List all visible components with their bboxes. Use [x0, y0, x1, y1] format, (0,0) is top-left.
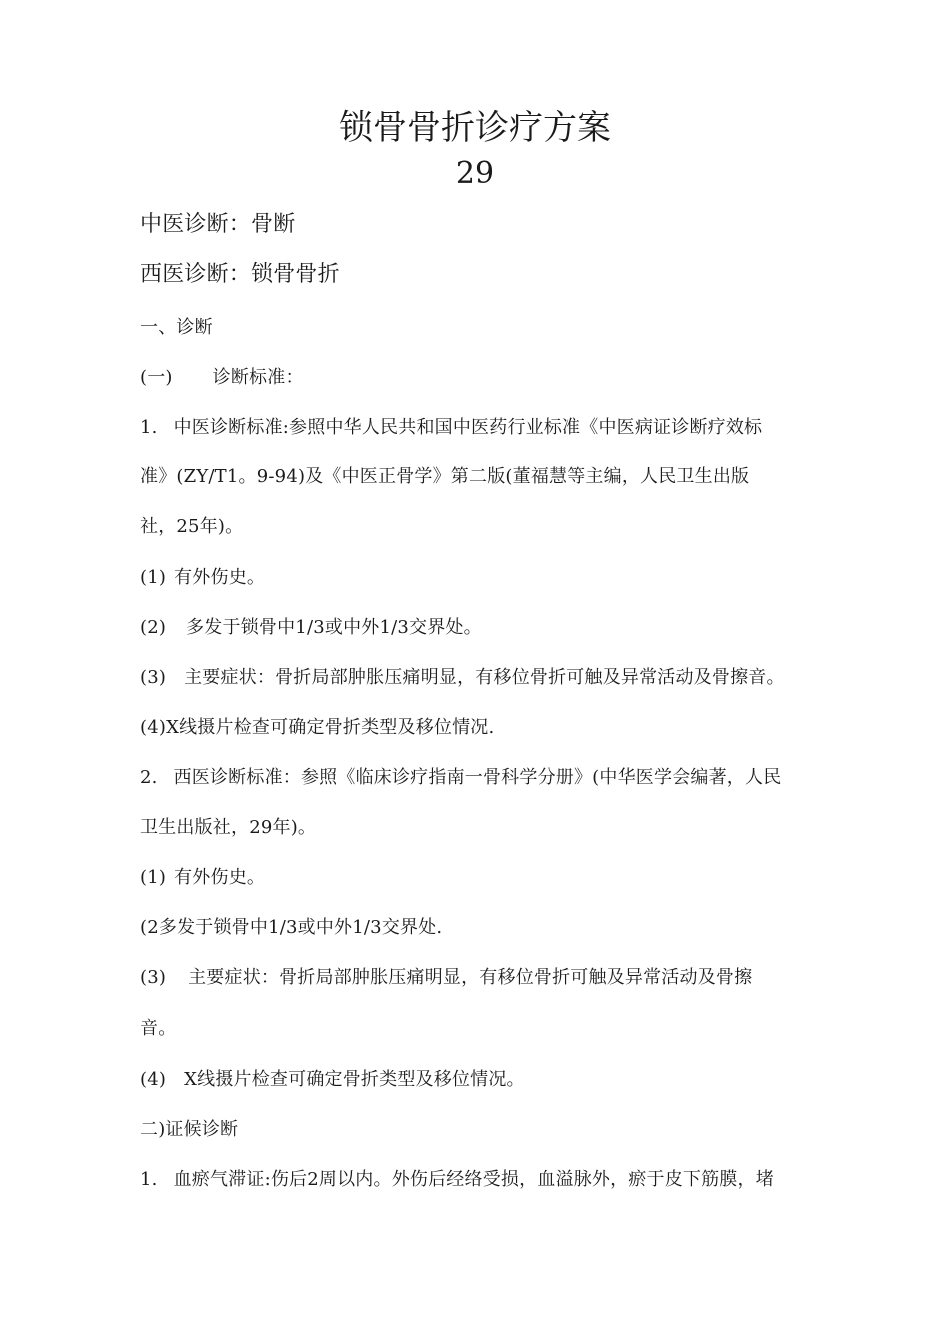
item-text: X线摄片检查可确定骨折类型及移位情况。	[184, 1069, 525, 1090]
paragraph-tcm-criteria	[140, 416, 762, 440]
item-text: 主要症状：骨折局部肿胀压痛明显，有移位骨折可触及异常活动及骨擦音。	[184, 667, 785, 688]
subsection-criteria	[140, 366, 304, 390]
item-number: (1)	[140, 567, 167, 588]
item-number: (3)	[140, 967, 167, 988]
section-heading-syndrome: 二)证候诊断	[140, 1119, 239, 1140]
item-number: (1)	[140, 867, 167, 888]
subsection-number: (一)	[140, 367, 173, 388]
section-heading-diagnosis: 一、诊断	[140, 317, 213, 338]
item-text: 中医诊断标准:参照中华人民共和国中医药行业标准《中医病证诊断疗效标	[173, 417, 763, 438]
item-text: 主要症状：骨折局部肿胀压痛明显，有移位骨折可触及异常活动及骨擦	[188, 967, 753, 988]
paragraph-wm-criteria-cont: 卫生出版社，29年)。	[140, 817, 317, 838]
item-text: 有外伤史。	[174, 867, 266, 888]
document-title: 锁骨骨折诊疗方案	[339, 108, 611, 148]
item-number: 1.	[140, 1169, 158, 1190]
item-text: 有外伤史。	[174, 567, 266, 588]
item-number: 1.	[140, 417, 158, 438]
subsection-text: 诊断标准：	[212, 367, 304, 388]
paragraph-syndrome-1	[140, 1168, 774, 1192]
tcm-diagnosis: 中医诊断：骨断	[140, 212, 296, 237]
paragraph-wm-criteria	[140, 766, 781, 790]
list-item: (4)X线摄片检查可确定骨折类型及移位情况.	[140, 717, 495, 738]
paragraph-tcm-criteria-cont: 准》(ZY/T1。9-94)及《中医正骨学》第二版(董福慧等主编，人民卫生出版	[140, 466, 750, 487]
list-item	[140, 1068, 525, 1092]
document-number: 29	[455, 156, 495, 191]
item-text: 血瘀气滞证:伤后2周以内。外伤后经络受损，血溢脉外，瘀于皮下筋膜，堵	[173, 1169, 774, 1190]
item-number: (4)	[140, 1069, 167, 1090]
list-item-cont: 音。	[140, 1018, 177, 1039]
list-item: (2多发于锁骨中1/3或中外1/3交界处.	[140, 917, 443, 938]
list-item	[140, 566, 265, 590]
wm-diagnosis: 西医诊断：锁骨骨折	[140, 262, 340, 287]
list-item	[140, 966, 752, 990]
list-item	[140, 866, 265, 890]
list-item	[140, 666, 785, 690]
item-text: 多发于锁骨中1/3或中外1/3交界处。	[186, 617, 482, 638]
item-text: 西医诊断标准：参照《临床诊疗指南一骨科学分册》(中华医学会编著，人民	[173, 767, 782, 788]
list-item	[140, 616, 482, 640]
item-number: (3)	[140, 667, 167, 688]
item-number: (2)	[140, 617, 167, 638]
item-number: 2.	[140, 767, 158, 788]
paragraph-tcm-criteria-end: 社，25年)。	[140, 516, 244, 537]
